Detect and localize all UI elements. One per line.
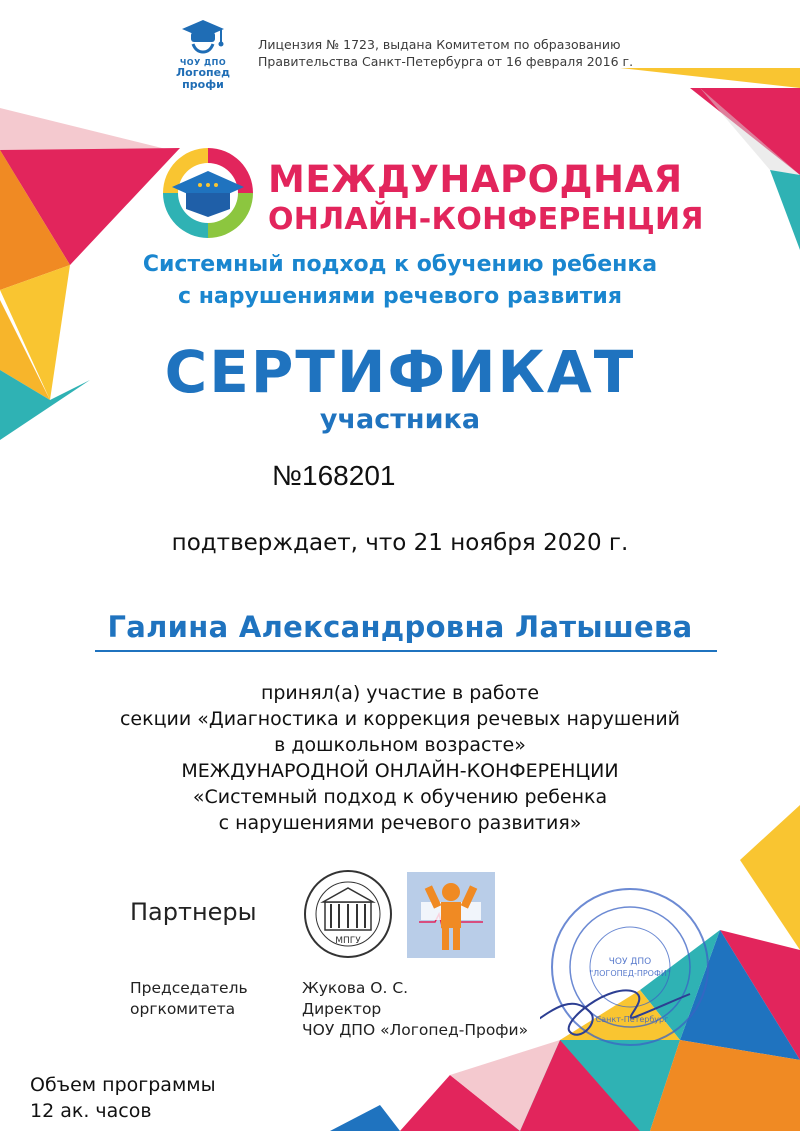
signer-organization: ЧОУ ДПО «Логопед-Профи» — [302, 1021, 529, 1039]
partners-label: Партнеры — [130, 898, 257, 926]
body-line: в дошкольном возрасте» — [274, 734, 526, 756]
conference-title-line-1: МЕЖДУНАРОДНАЯ — [268, 158, 683, 201]
certificate-number: №168201 — [272, 460, 396, 491]
graduation-cap-icon — [180, 18, 226, 54]
body-line: «Системный подход к обучению ребенка — [192, 786, 608, 808]
official-stamp — [540, 882, 710, 1057]
recipient-name: Галина Александровна Латышева — [107, 610, 693, 644]
certificate-body — [0, 680, 800, 836]
program-line-2: 12 ак. часов — [30, 1100, 152, 1122]
body-line: с нарушениями речевого развития» — [218, 812, 582, 834]
conference-title-line-2: ОНЛАЙН-КОНФЕРЕНЦИЯ — [268, 202, 704, 237]
child-figure-icon — [407, 872, 495, 958]
body-line: секции «Диагностика и коррекция речевых нарушений — [119, 708, 681, 730]
signer-position: Директор — [302, 1000, 382, 1018]
stamp-center-line-2: "ЛОГОПЕД-ПРОФИ" — [589, 969, 671, 978]
license-text — [258, 36, 633, 70]
stamp-center-line-1: ЧОУ ДПО — [608, 957, 652, 967]
confirmation-text: подтверждает, что 21 ноября 2020 г. — [171, 530, 629, 556]
conference-logo — [158, 143, 258, 243]
mpgu-seal-logo — [303, 868, 393, 960]
program-volume — [30, 1072, 216, 1124]
certificate-subtitle: участника — [319, 404, 481, 435]
role-line-1: Председатель — [130, 979, 248, 997]
logo-small-text: ЧОУ ДПО — [179, 58, 227, 67]
body-line: принял(а) участие в работе — [260, 682, 540, 704]
program-line-1: Объем программы — [30, 1074, 216, 1096]
signer-block — [302, 978, 528, 1041]
certificate-title: СЕРТИФИКАТ — [164, 338, 636, 406]
recipient-underline — [95, 650, 717, 652]
handwritten-signature — [540, 990, 690, 1034]
role-line-2: оргкомитета — [130, 1000, 236, 1018]
mpgu-abbreviation: МПГУ — [335, 936, 361, 946]
body-line: МЕЖДУНАРОДНОЙ ОНЛАЙН-КОНФЕРЕНЦИИ — [181, 760, 619, 782]
license-line-2: Правительства Санкт-Петербурга от 16 февраля 2016 г. — [258, 54, 634, 69]
logo-line-2: профи — [182, 78, 224, 91]
logoped-profi-logo — [168, 18, 238, 98]
logo-line-1: Логопед — [176, 66, 230, 79]
conference-theme-line-1: Системный подход к обучению ребенка — [142, 252, 658, 277]
chairperson-role — [130, 978, 248, 1020]
conference-theme-line-2: с нарушениями речевого развития — [178, 284, 622, 309]
speech-therapy-partner-logo — [407, 872, 495, 958]
license-line-1: Лицензия № 1723, выдана Комитетом по образованию — [258, 37, 621, 52]
stamp-city: Санкт-Петербург — [595, 1015, 669, 1024]
signer-name: Жукова О. С. — [302, 979, 409, 997]
